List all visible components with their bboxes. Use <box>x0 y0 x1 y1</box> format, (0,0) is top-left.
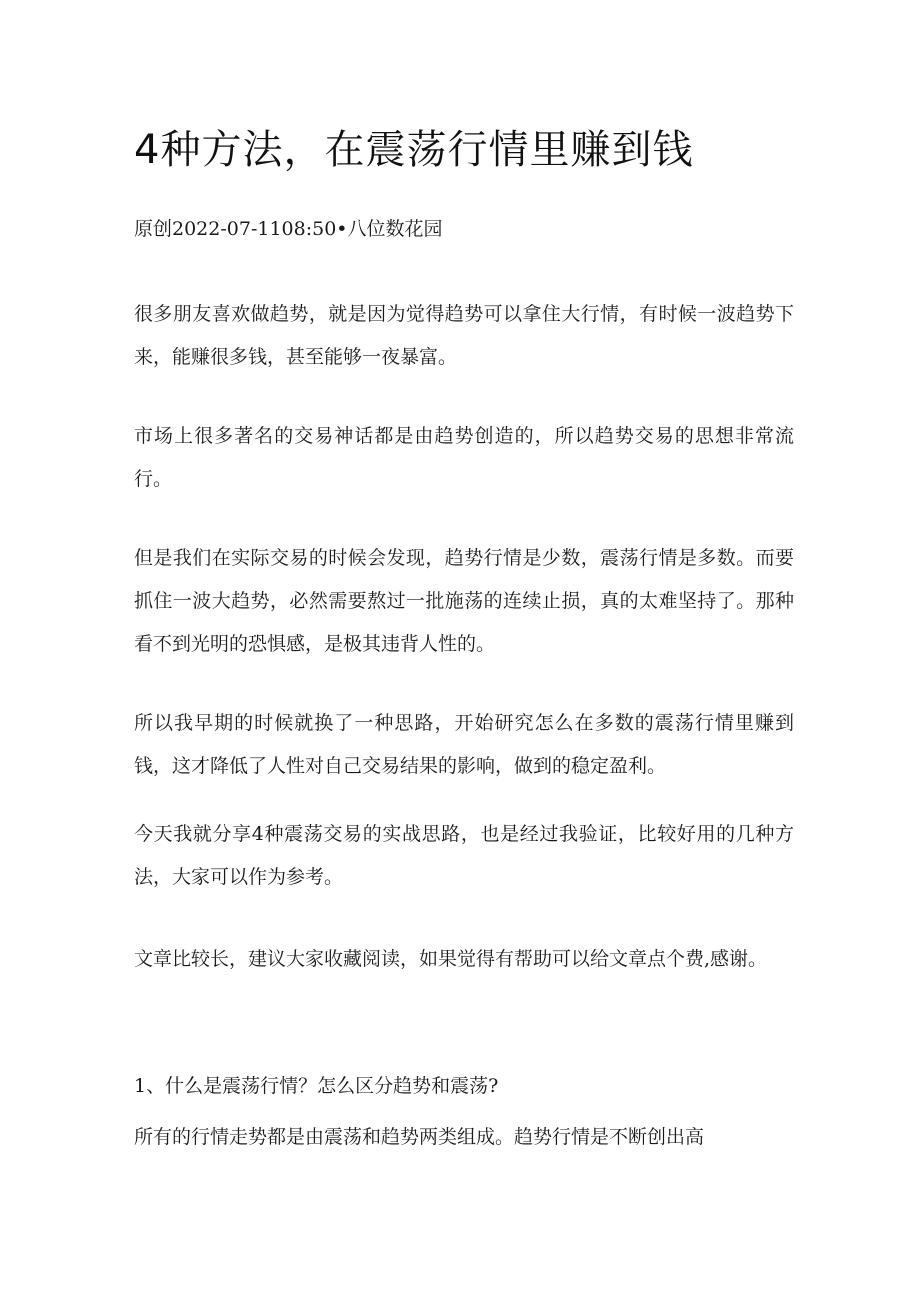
article-paragraph: 但是我们在实际交易的时候会发现，趋势行情是少数，震荡行情是多数。而要抓住一波大趋势，必然需要熬过一批施荡的连续止损，真的太难坚持了。那种看不到光明的恐惧感，是极其违背人性的。 <box>134 547 794 655</box>
article-paragraph: 文章比较长，建议大家收藏阅读，如果觉得有帮助可以给文章点个费,感谢。 <box>134 948 768 970</box>
article-meta: 原创2022-07-1108:50•八位数花园 <box>134 218 443 240</box>
section-paragraph: 所有的行情走势都是由震荡和趋势两类组成。趋势行情是不断创出高 <box>134 1126 705 1148</box>
article-title: 4种方法，在震荡行情里赚到钱 <box>134 127 694 173</box>
article-paragraph: 市场上很多著名的交易神话都是由趋势创造的，所以趋势交易的思想非常流行。 <box>134 425 794 490</box>
article-paragraph: 很多朋友喜欢做趋势，就是因为觉得趋势可以拿住大行情，有时候一波趋势下来，能赚很多钱，甚至能够一夜暴富。 <box>134 303 794 368</box>
article-paragraph: 所以我早期的时候就换了一种思路，开始研究怎么在多数的震荡行情里赚到钱，这才降低了人性对自己交易结果的影响，做到的稳定盈利。 <box>134 712 794 777</box>
article-paragraph: 今天我就分享4种震荡交易的实战思路，也是经过我验证，比较好用的几种方法，大家可以作为参考。 <box>134 823 794 888</box>
section-heading: 1、什么是震荡行情？怎么区分趋势和震荡? <box>134 1075 499 1097</box>
